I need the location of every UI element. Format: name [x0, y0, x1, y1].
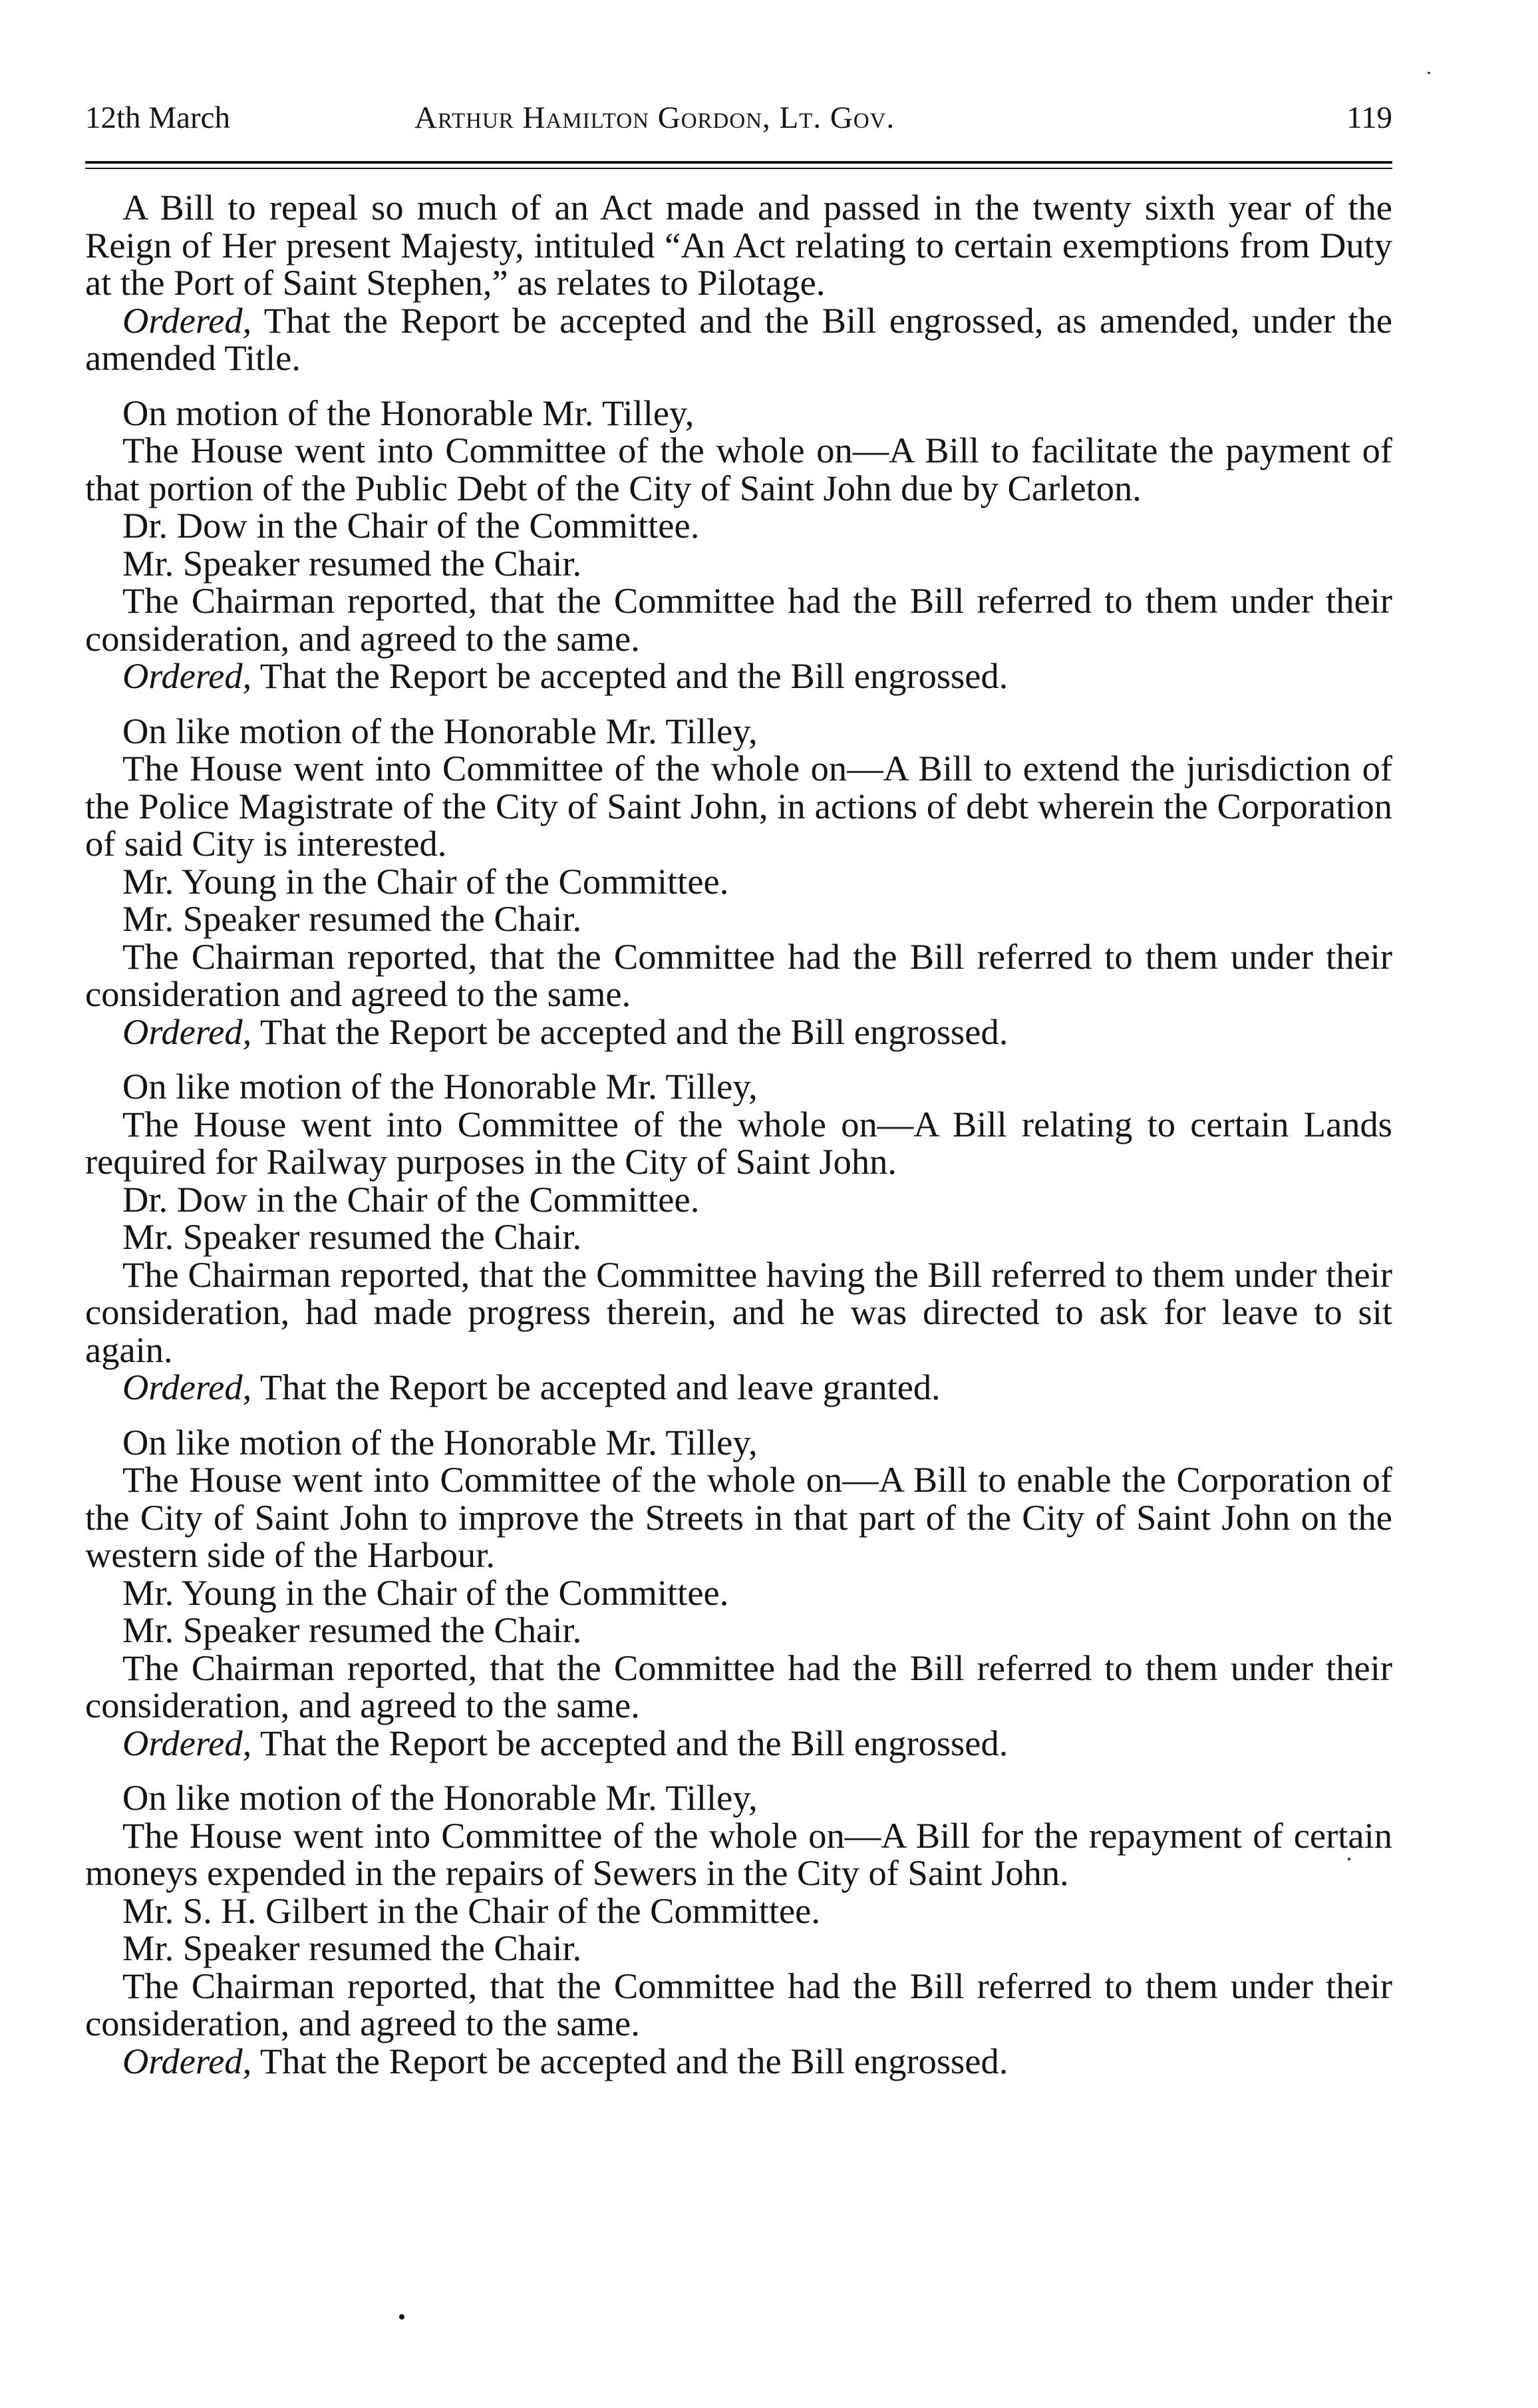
- bill-title-paragraph: A Bill to repeal so much of an Act made and passed in the twenty sixth year of the Reign of Her present Majesty, intituled “An Act relating to certain exemptions from Duty at the Port of Saint Stephen,” as relates to Pilotage.: [85, 187, 1392, 303]
- committee-paragraph: The House went into Committee of the whole on—A Bill to facilitate the payment of that portion of the Public Debt of the City of Saint John due by Carleton.: [85, 430, 1392, 508]
- print-dot: [399, 2314, 404, 2320]
- chair-paragraph: Dr. Dow in the Chair of the Committee.: [122, 505, 700, 546]
- header-date: 12th March: [85, 100, 230, 135]
- motion-paragraph: On like motion of the Honorable Mr. Tilley,: [122, 1066, 758, 1107]
- speaker-paragraph: Mr. Speaker resumed the Chair.: [122, 898, 582, 939]
- header-rule-bottom: [85, 168, 1392, 169]
- speaker-paragraph: Mr. Speaker resumed the Chair.: [122, 542, 582, 584]
- print-speck: [1348, 1858, 1350, 1860]
- chair-paragraph: Dr. Dow in the Chair of the Committee.: [122, 1178, 700, 1220]
- ordered-paragraph: Ordered, That the Report be accepted and the Bill engrossed.: [122, 1722, 1008, 1763]
- motion-paragraph: On like motion of the Honorable Mr. Tilley,: [122, 1777, 758, 1818]
- ordered-paragraph: Ordered, That the Report be accepted and the Bill engrossed.: [122, 655, 1008, 696]
- header-rule-top: [85, 161, 1392, 164]
- committee-paragraph: The House went into Committee of the whole on—A Bill to enable the Corporation of the City of Saint John to improve the Streets in that part of the City of Saint John on the western side of the Harbour.: [85, 1459, 1392, 1575]
- chair-paragraph: Mr. Young in the Chair of the Committee.: [122, 860, 729, 902]
- print-speck: [1428, 72, 1430, 74]
- chair-paragraph: Mr. S. H. Gilbert in the Chair of the Committee.: [122, 1890, 820, 1931]
- chair-paragraph: Mr. Young in the Chair of the Committee.: [122, 1572, 729, 1613]
- committee-paragraph: The House went into Committee of the whole on—A Bill for the repayment of certain moneys expended in the repairs of Sewers in the City of Saint John.: [85, 1814, 1392, 1893]
- speaker-paragraph: Mr. Speaker resumed the Chair.: [122, 1610, 582, 1650]
- chairman-report-paragraph: The Chairman reported, that the Committee had the Bill referred to them under their consideration, and agreed to the same.: [85, 580, 1392, 659]
- committee-paragraph: The House went into Committee of the whole on—A Bill to extend the jurisdiction of the Police Magistrate of the City of Saint John, in actions of debt wherein the Corporation of said City is interested.: [85, 748, 1392, 864]
- motion-paragraph: On like motion of the Honorable Mr. Tilley,: [122, 1421, 758, 1462]
- ordered-paragraph: Ordered, That the Report be accepted and the Bill engrossed, as amended, under the amended Title.: [85, 299, 1392, 378]
- ordered-paragraph: Ordered, That the Report be accepted and the Bill engrossed.: [122, 1011, 1008, 1052]
- ordered-paragraph: Ordered, That the Report be accepted and leave granted.: [122, 1367, 941, 1407]
- running-header: [85, 100, 1392, 146]
- body-text: [85, 189, 1392, 2080]
- chairman-report-paragraph: The Chairman reported, that the Committee had the Bill referred to them under their consideration and agreed to the same.: [85, 936, 1392, 1014]
- motion-paragraph: On like motion of the Honorable Mr. Tilley,: [122, 710, 758, 751]
- speaker-paragraph: Mr. Speaker resumed the Chair.: [122, 1216, 582, 1257]
- motion-paragraph: On motion of the Honorable Mr. Tilley,: [122, 392, 694, 433]
- chairman-report-paragraph: The Chairman reported, that the Committee had the Bill referred to them under their consideration, and agreed to the same.: [85, 1965, 1392, 2043]
- chairman-report-paragraph: The Chairman reported, that the Committee had the Bill referred to them under their consideration, and agreed to the same.: [85, 1647, 1392, 1725]
- committee-paragraph: The House went into Committee of the whole on—A Bill relating to certain Lands required for Railway purposes in the City of Saint John.: [85, 1103, 1392, 1182]
- chairman-report-paragraph: The Chairman reported, that the Committee having the Bill referred to them under their consideration, had made progress therein, and he was directed to ask for leave to sit again.: [85, 1254, 1392, 1370]
- header-title: Arthur Hamilton Gordon, Lt. Gov.: [414, 100, 895, 135]
- speaker-paragraph: Mr. Speaker resumed the Chair.: [122, 1928, 582, 1968]
- ordered-paragraph: Ordered, That the Report be accepted and the Bill engrossed.: [122, 2040, 1008, 2081]
- page-number: 119: [1346, 100, 1392, 135]
